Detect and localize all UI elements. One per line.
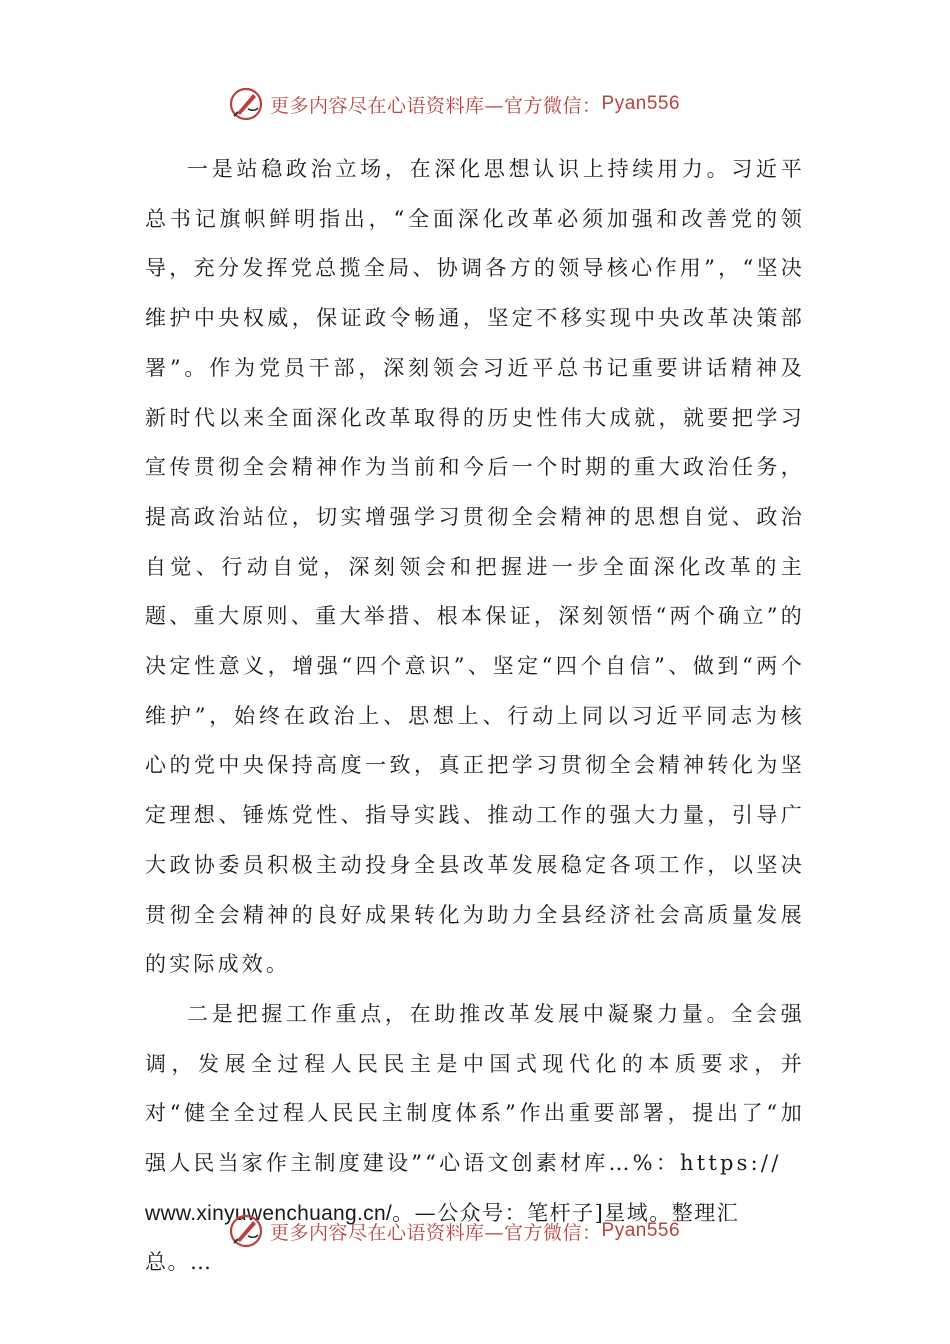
pen-logo-icon (228, 86, 264, 122)
paragraph-1: 一是站稳政治立场，在深化思想认识上持续用力。习近平总书记旗帜鲜明指出，“全面深化改革必须加强和改善党的领导，充分发挥党总揽全局、协调各方的领导核心作用”，“坚决维护中央权威，保证政令畅通，坚定不移实现中央改革决策部署”。作为党员干部，深刻领会习近平总书记重要讲话精神及新时代以来全面深化改革取得的历史性伟大成就，就要把学习宣传贯彻全会精神作为当前和今后一个时期的重大政治任务，提高政治站位，切实增强学习贯彻全会精神的思想自觉、政治自觉、行动自觉，深刻领会和把握进一步全面深化改革的主题、重大原则、重大举措、根本保证，深刻领悟“两个确立”的决定性意义，增强“四个意识”、坚定“四个自信”、做到“两个维护”，始终在政治上、思想上、行动上同以习近平同志为核心的党中央保持高度一致，真正把学习贯彻全会精神转化为坚定理想、锤炼党性、指导实践、推动工作的强大力量，引导广大政协委员积极主动投身全县改革发展稳定各项工作，以坚决贯彻全会精神的良好成果转化为助力全县经济社会高质量发展的实际成效。 (145, 157, 805, 977)
website-url[interactable]: www.xinyuwenchuang.cn/ (145, 1201, 393, 1225)
paragraph-2: 二是把握工作重点，在助推改革发展中凝聚力量。全会强调，发展全过程人民民主是中国式现代化的本质要求，并对“健全全过程人民民主制度体系”作出重要部署，提出了“加强人民当家作主制度建设”“心语文创素材库…%：https:// (145, 1001, 805, 1176)
banner-wechat-id: Pyan556 (601, 1220, 681, 1241)
pen-logo-icon (228, 1213, 264, 1249)
banner-wechat-id: Pyan556 (601, 93, 681, 114)
document-body (145, 145, 805, 1288)
footer-banner[interactable] (228, 1209, 680, 1253)
banner-text: 更多内容尽在心语资料库—官方微信： (270, 94, 602, 117)
header-banner[interactable] (228, 82, 680, 126)
banner-text: 更多内容尽在心语资料库—官方微信： (270, 1221, 602, 1244)
last-line-text: 。—公众号：笔杆子]星域。整理汇总。… (145, 1200, 740, 1275)
